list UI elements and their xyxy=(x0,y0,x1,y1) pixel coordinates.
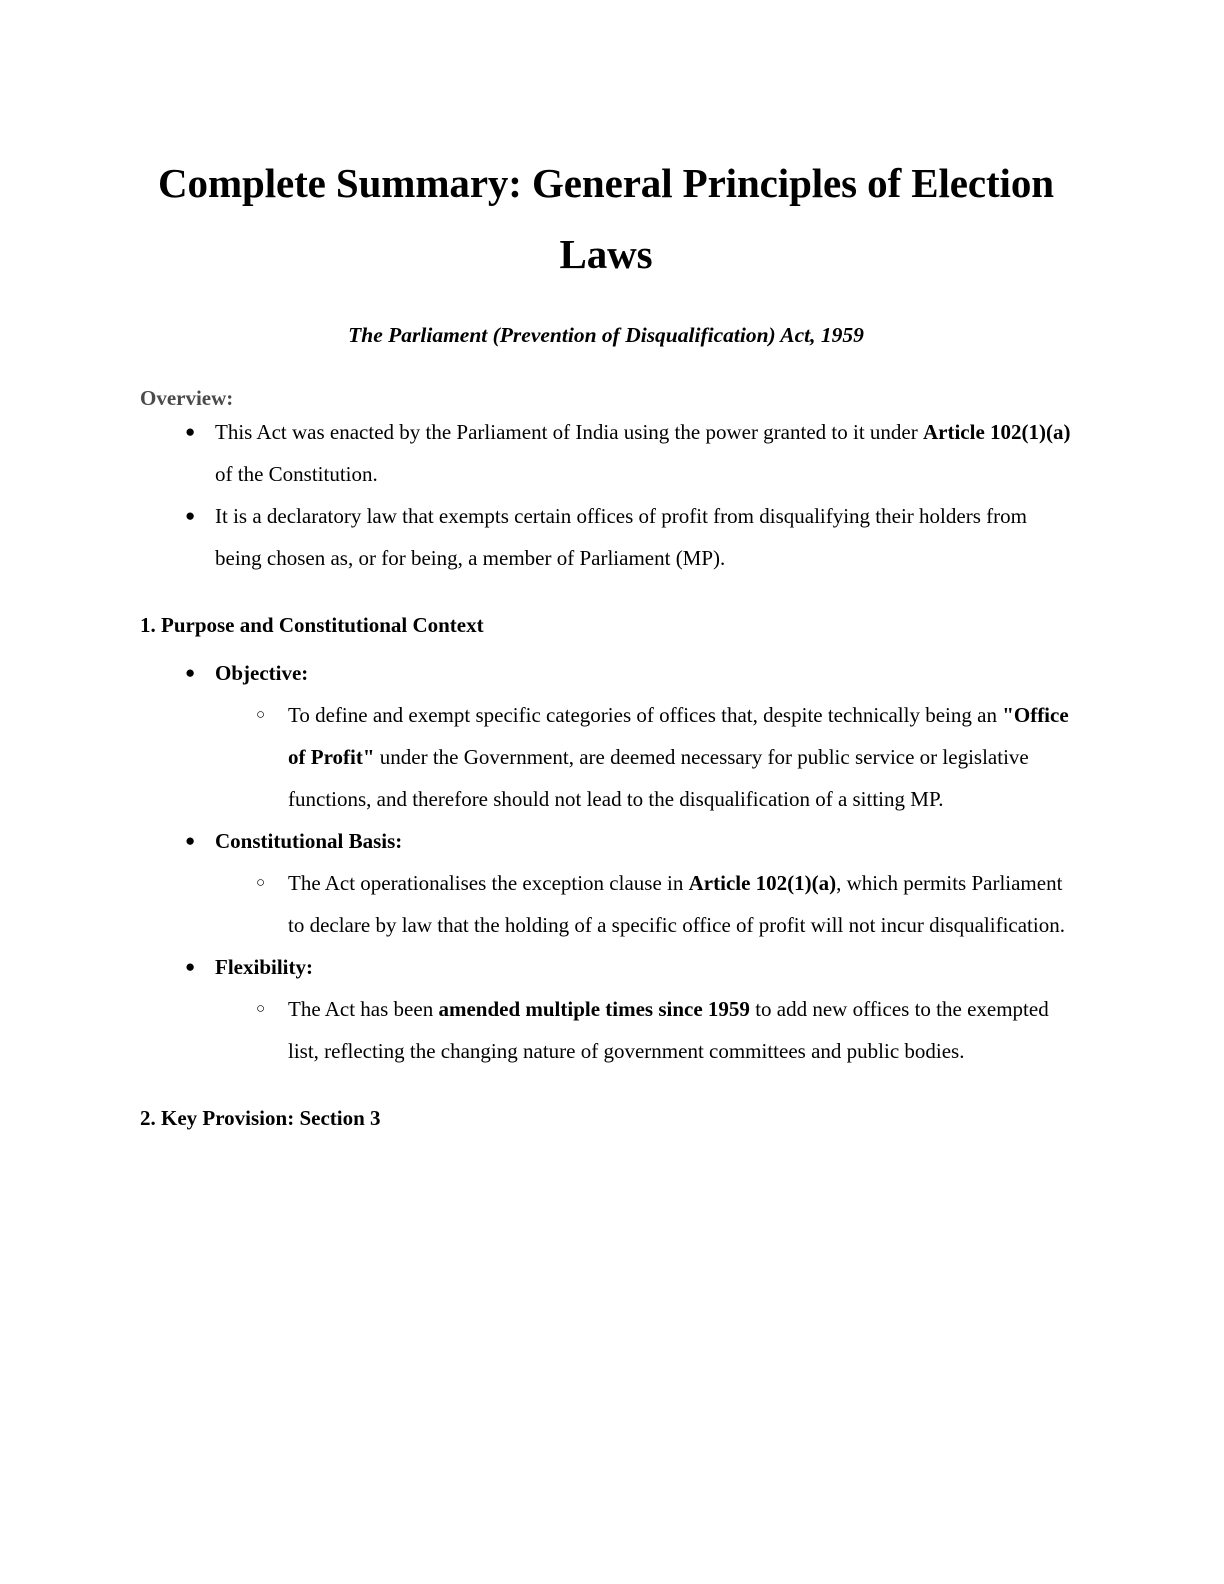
body-text: under the Government, are deemed necessary for public service or legislative functions, and therefore should not lead to the disqualification of a sitting MP. xyxy=(288,745,1029,812)
body-text: This Act was enacted by the Parliament of India using the power granted to it under xyxy=(215,420,923,445)
sub-bullet-list xyxy=(215,862,1072,946)
bullet-disc-icon: ● xyxy=(185,957,196,977)
group-label: Objective: xyxy=(215,661,309,686)
group-label: Constitutional Basis: xyxy=(215,829,403,854)
list-item-text xyxy=(288,997,1049,1063)
overview-label: Overview: xyxy=(140,386,234,411)
bullet-disc-icon: ● xyxy=(185,831,196,851)
page-title: Complete Summary: General Principles of Election Laws xyxy=(158,160,1054,277)
body-text: , which permits Parliament to declare by law that the holding of a specific office of profit will not incur disqualification. xyxy=(288,871,1065,938)
list-item xyxy=(140,411,1072,495)
document-content xyxy=(140,0,1072,1131)
section-heading: 2. Key Provision: Section 3 xyxy=(140,1106,381,1131)
bullet-disc-icon: ● xyxy=(185,422,196,442)
body-text: of the Constitution. xyxy=(215,462,378,487)
emphasis-text: amended multiple times since 1959 xyxy=(438,997,750,1022)
sub-bullet-list xyxy=(215,694,1072,820)
list-item xyxy=(140,495,1072,579)
section-bullet-list xyxy=(140,638,1072,1072)
emphasis-text: Article 102(1)(a) xyxy=(688,871,837,896)
emphasis-text: "Office of Profit" xyxy=(288,703,1069,770)
list-item xyxy=(215,862,1072,946)
body-text: The Act operationalises the exception clause in xyxy=(288,871,689,896)
sections-container xyxy=(140,579,1072,1131)
body-text: To define and exempt specific categories of offices that, despite technically being an xyxy=(288,703,1003,728)
list-item-text xyxy=(215,495,1072,579)
bullet-disc-icon: ● xyxy=(185,506,196,526)
overview-bullet-list xyxy=(140,411,1072,579)
emphasis-text: Article 102(1)(a) xyxy=(922,420,1071,445)
section-heading: 1. Purpose and Constitutional Context xyxy=(140,613,484,638)
list-item xyxy=(140,652,1072,820)
list-item xyxy=(140,946,1072,1072)
list-item-text xyxy=(215,411,1072,495)
bullet-circle-icon: ○ xyxy=(256,1001,266,1018)
body-text: It is a declaratory law that exempts certain offices of profit from disqualifying their holders from being chosen as, or for being, a member of Parliament (MP). xyxy=(215,504,1027,571)
list-item xyxy=(140,820,1072,946)
bullet-circle-icon: ○ xyxy=(256,875,266,892)
group-label: Flexibility: xyxy=(215,955,313,980)
bullet-circle-icon: ○ xyxy=(256,707,266,724)
list-item-text xyxy=(288,703,1069,811)
bullet-disc-icon: ● xyxy=(185,663,196,683)
list-item xyxy=(215,694,1072,820)
body-text: The Act has been xyxy=(288,997,439,1022)
list-item-text xyxy=(288,871,1065,937)
sub-bullet-list xyxy=(215,988,1072,1072)
document-subtitle: The Parliament (Prevention of Disqualification) Act, 1959 xyxy=(348,323,864,348)
list-item xyxy=(215,988,1072,1072)
body-text: to add new offices to the exempted list, reflecting the changing nature of government committees and public bodies. xyxy=(288,997,1049,1064)
